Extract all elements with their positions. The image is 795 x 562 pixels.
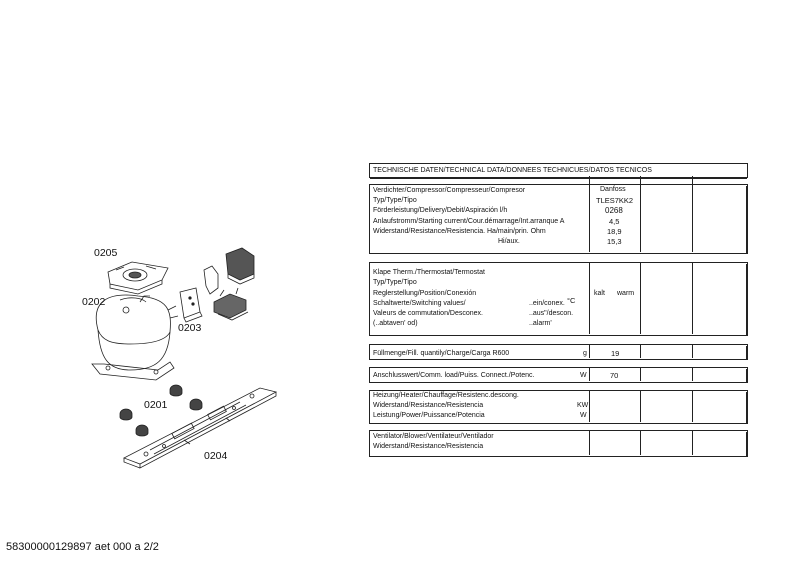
thermostat-row-3: Reglerstellung/Position/Conexión bbox=[373, 290, 477, 297]
thermostat-sub-alarm: ..alarm' bbox=[529, 320, 552, 327]
compressor-row-4: Anlaufstromm/Starting current/Cour.démarrage/Int.arranque A bbox=[373, 218, 565, 225]
document-footer: 58300000129897 aet 000 a 2/2 bbox=[6, 541, 159, 553]
fill-label: Füllmenge/Fill. quantily/Charge/Carga R600 bbox=[373, 350, 510, 357]
thermostat-row-1: Klape Therm./Thermostat/Termostat bbox=[373, 269, 485, 276]
fill-unit: g bbox=[583, 350, 587, 357]
label-0205: 0205 bbox=[94, 247, 118, 259]
label-0203: 0203 bbox=[178, 322, 202, 334]
compressor-value-type: TLES7KK2 bbox=[596, 196, 634, 205]
thermostat-row-5: Valeurs de commutation/Desconex. bbox=[373, 310, 483, 317]
thermostat-sub-ein: ..ein/conex. bbox=[529, 300, 565, 307]
thermostat-kalt: kalt bbox=[594, 290, 605, 297]
heater-row-2: Widerstand/Resistance/Resistencia bbox=[373, 402, 484, 409]
load-value: 70 bbox=[610, 371, 619, 380]
thermostat-row-2: Typ/Type/Tipo bbox=[373, 279, 417, 286]
fan-row-2: Widerstand/Resistance/Resistencia bbox=[373, 443, 484, 450]
compressor-aux-label: Hi/aux. bbox=[498, 238, 520, 245]
compressor-value-maker: Danfoss bbox=[600, 186, 626, 193]
compressor-value-aux-ohm: 15,3 bbox=[607, 237, 622, 246]
compressor-row-1: Verdichter/Compressor/Compresseur/Compresor bbox=[373, 187, 526, 194]
thermostat-sub-aus: ..aus"/descon. bbox=[529, 310, 574, 317]
label-0201: 0201 bbox=[144, 399, 168, 411]
load-unit: W bbox=[580, 372, 587, 379]
heater-unit-w: W bbox=[580, 412, 587, 419]
thermostat-row-6: (..abtaven' od) bbox=[373, 320, 418, 327]
heater-unit-kw: KW bbox=[577, 402, 589, 409]
label-0202: 0202 bbox=[82, 296, 106, 308]
thermostat-warm: warm bbox=[617, 290, 635, 297]
load-label: Anschlusswert/Comm. load/Puiss. Connect./Potenc. bbox=[373, 372, 535, 379]
table-header-text: TECHNISCHE DATEN/TECHNICAL DATA/DONNEES TECHNICUES/DATOS TECNICOS bbox=[373, 167, 652, 174]
compressor-row-3: Förderleistung/Delivery/Debit/Aspiración l/h bbox=[373, 207, 508, 214]
compressor-value-delivery: 0268 bbox=[605, 206, 623, 215]
compressor-row-5: Widerstand/Resistance/Resistencia. Ha/main/prin. Ohm bbox=[373, 228, 546, 235]
thermostat-row-4: Schaltwerte/Switching values/ bbox=[373, 300, 466, 307]
compressor-value-main-ohm: 18,9 bbox=[607, 227, 622, 236]
heater-row-3: Leistung/Power/Puissance/Potencia bbox=[373, 412, 485, 419]
compressor-value-current: 4,5 bbox=[609, 217, 620, 226]
compressor-row-2: Typ/Type/Tipo bbox=[373, 197, 417, 204]
label-0204: 0204 bbox=[204, 450, 228, 462]
thermostat-unit: °C bbox=[567, 296, 576, 305]
fill-value: 19 bbox=[611, 349, 620, 358]
fan-row-1: Ventilator/Blower/Ventilateur/Ventilador bbox=[373, 433, 494, 440]
heater-row-1: Heizung/Heater/Chauffage/Resistenc.descong. bbox=[373, 392, 519, 399]
